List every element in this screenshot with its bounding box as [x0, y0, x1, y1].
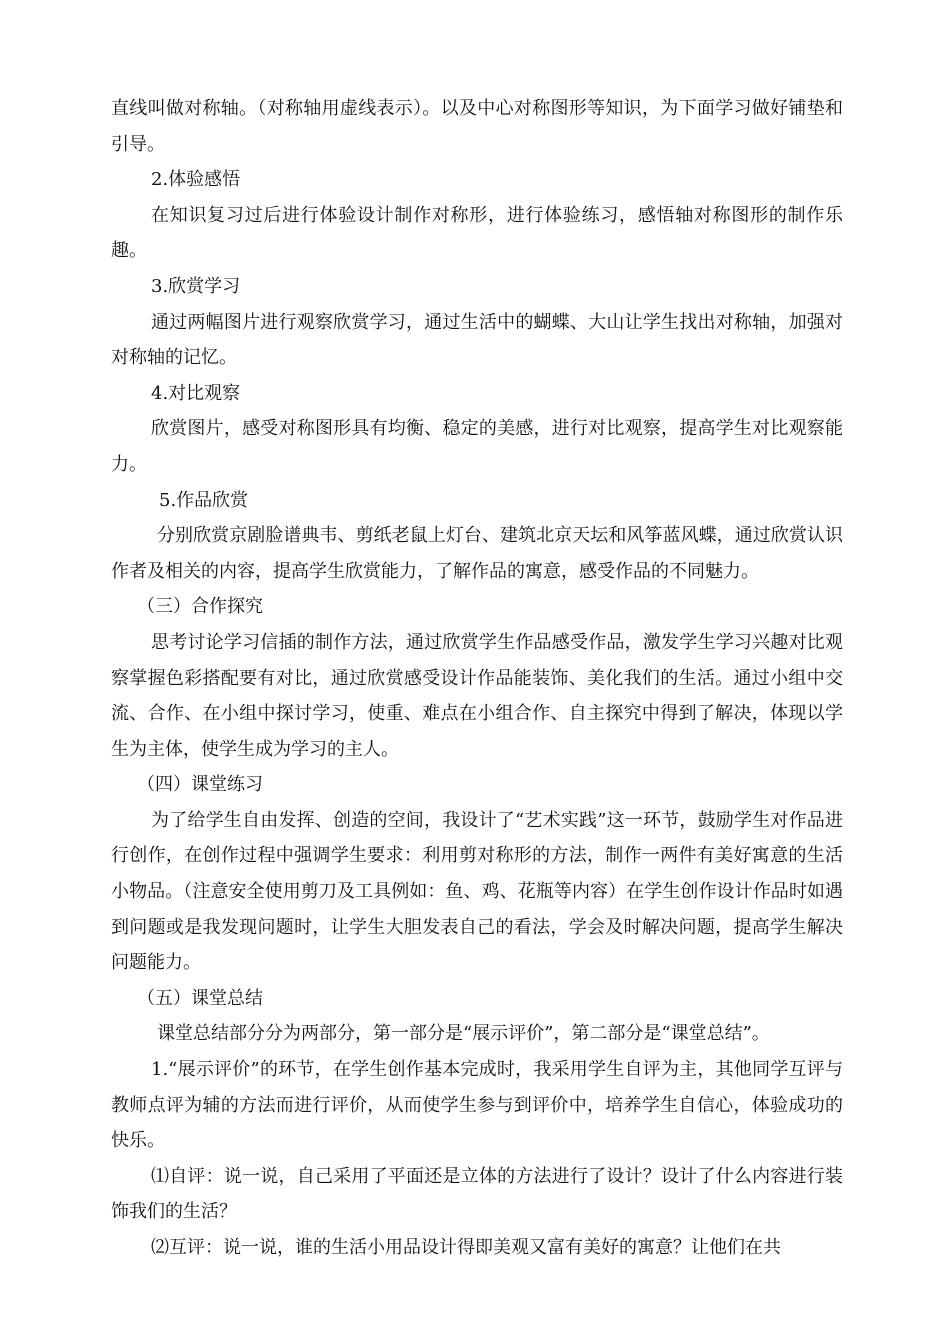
- paragraph-practice: 为了给学生自由发挥、创造的空间，我设计了“艺术实践”这一环节，鼓励学生对作品进行创作，在创作过程中强调学生要求：利用剪对称形的方法，制作一两件有美好寓意的生活小物品。（注意安全使用剪刀及工具例如：鱼、鸡、花瓶等内容）在学生创作设计作品时如遇到问题或是我发现问题时，让学生大胆发表自己的看法，学会及时解决问题，提高学生解决问题能力。: [111, 809, 843, 974]
- paragraph-showcase-evaluation: 1.“展示评价”的环节，在学生创作基本完成时，我采用学生自评为主，其他同学互评与教师点评为辅的方法而进行评价，从而使学生参与到评价中，培养学生自信心，体验成功的快乐。: [111, 1059, 843, 1152]
- heading-contrast-observation: 4.对比观察: [151, 382, 241, 404]
- section-heading-practice: （四）课堂练习: [137, 774, 263, 796]
- heading-experience: 2.体验感悟: [151, 169, 241, 191]
- paragraph-appreciation-study: 通过两幅图片进行观察欣赏学习，通过生活中的蝴蝶、大山让学生找出对称轴，加强对对称轴的记忆。: [111, 311, 843, 369]
- paragraph-contrast-observation: 欣赏图片，感受对称图形具有均衡、稳定的美感，进行对比观察，提高学生对比观察能力。: [111, 418, 843, 475]
- heading-work-appreciation: 5.作品欣赏: [159, 489, 249, 511]
- paragraph-continuation: 直线叫做对称轴。（对称轴用虚线表示）。以及中心对称图形等知识，为下面学习做好铺垫和引导。: [111, 98, 843, 155]
- paragraph-summary-intro: 课堂总结部分分为两部分，第一部分是“展示评价”，第二部分是“课堂总结”。: [157, 1023, 770, 1045]
- section-heading-summary: （五）课堂总结: [137, 987, 263, 1009]
- paragraph-peer-evaluation: ⑵互评：说一说，谁的生活小用品设计得即美观又富有美好的寓意？让他们在共: [151, 1237, 781, 1258]
- paragraph-experience: 在知识复习过后进行体验设计制作对称形，进行体验练习，感悟轴对称图形的制作乐趣。: [111, 204, 843, 262]
- heading-appreciation-study: 3.欣赏学习: [151, 275, 241, 297]
- document-page: [111, 91, 843, 1266]
- paragraph-cooperation: 思考讨论学习信插的制作方法，通过欣赏学生作品感受作品，激发学生学习兴趣对比观察掌握色彩搭配要有对比，通过欣赏感受设计作品能装饰、美化我们的生活。通过小组中交流、合作、在小组中探讨学习，使重、难点在小组合作、自主探究中得到了解决，体现以学生为主体，使学生成为学习的主人。: [111, 631, 843, 760]
- paragraph-work-appreciation: 分别欣赏京剧脸谱典韦、剪纸老鼠上灯台、建筑北京天坛和风筝蓝风蝶，通过欣赏认识作者及相关的内容，提高学生欣赏能力，了解作品的寓意，感受作品的不同魅力。: [111, 525, 843, 582]
- paragraph-self-evaluation: ⑴自评：说一说，自己采用了平面还是立体的方法进行了设计？设计了什么内容进行装饰我们的生活？: [111, 1165, 843, 1223]
- section-heading-cooperation: （三）合作探究: [137, 596, 263, 618]
